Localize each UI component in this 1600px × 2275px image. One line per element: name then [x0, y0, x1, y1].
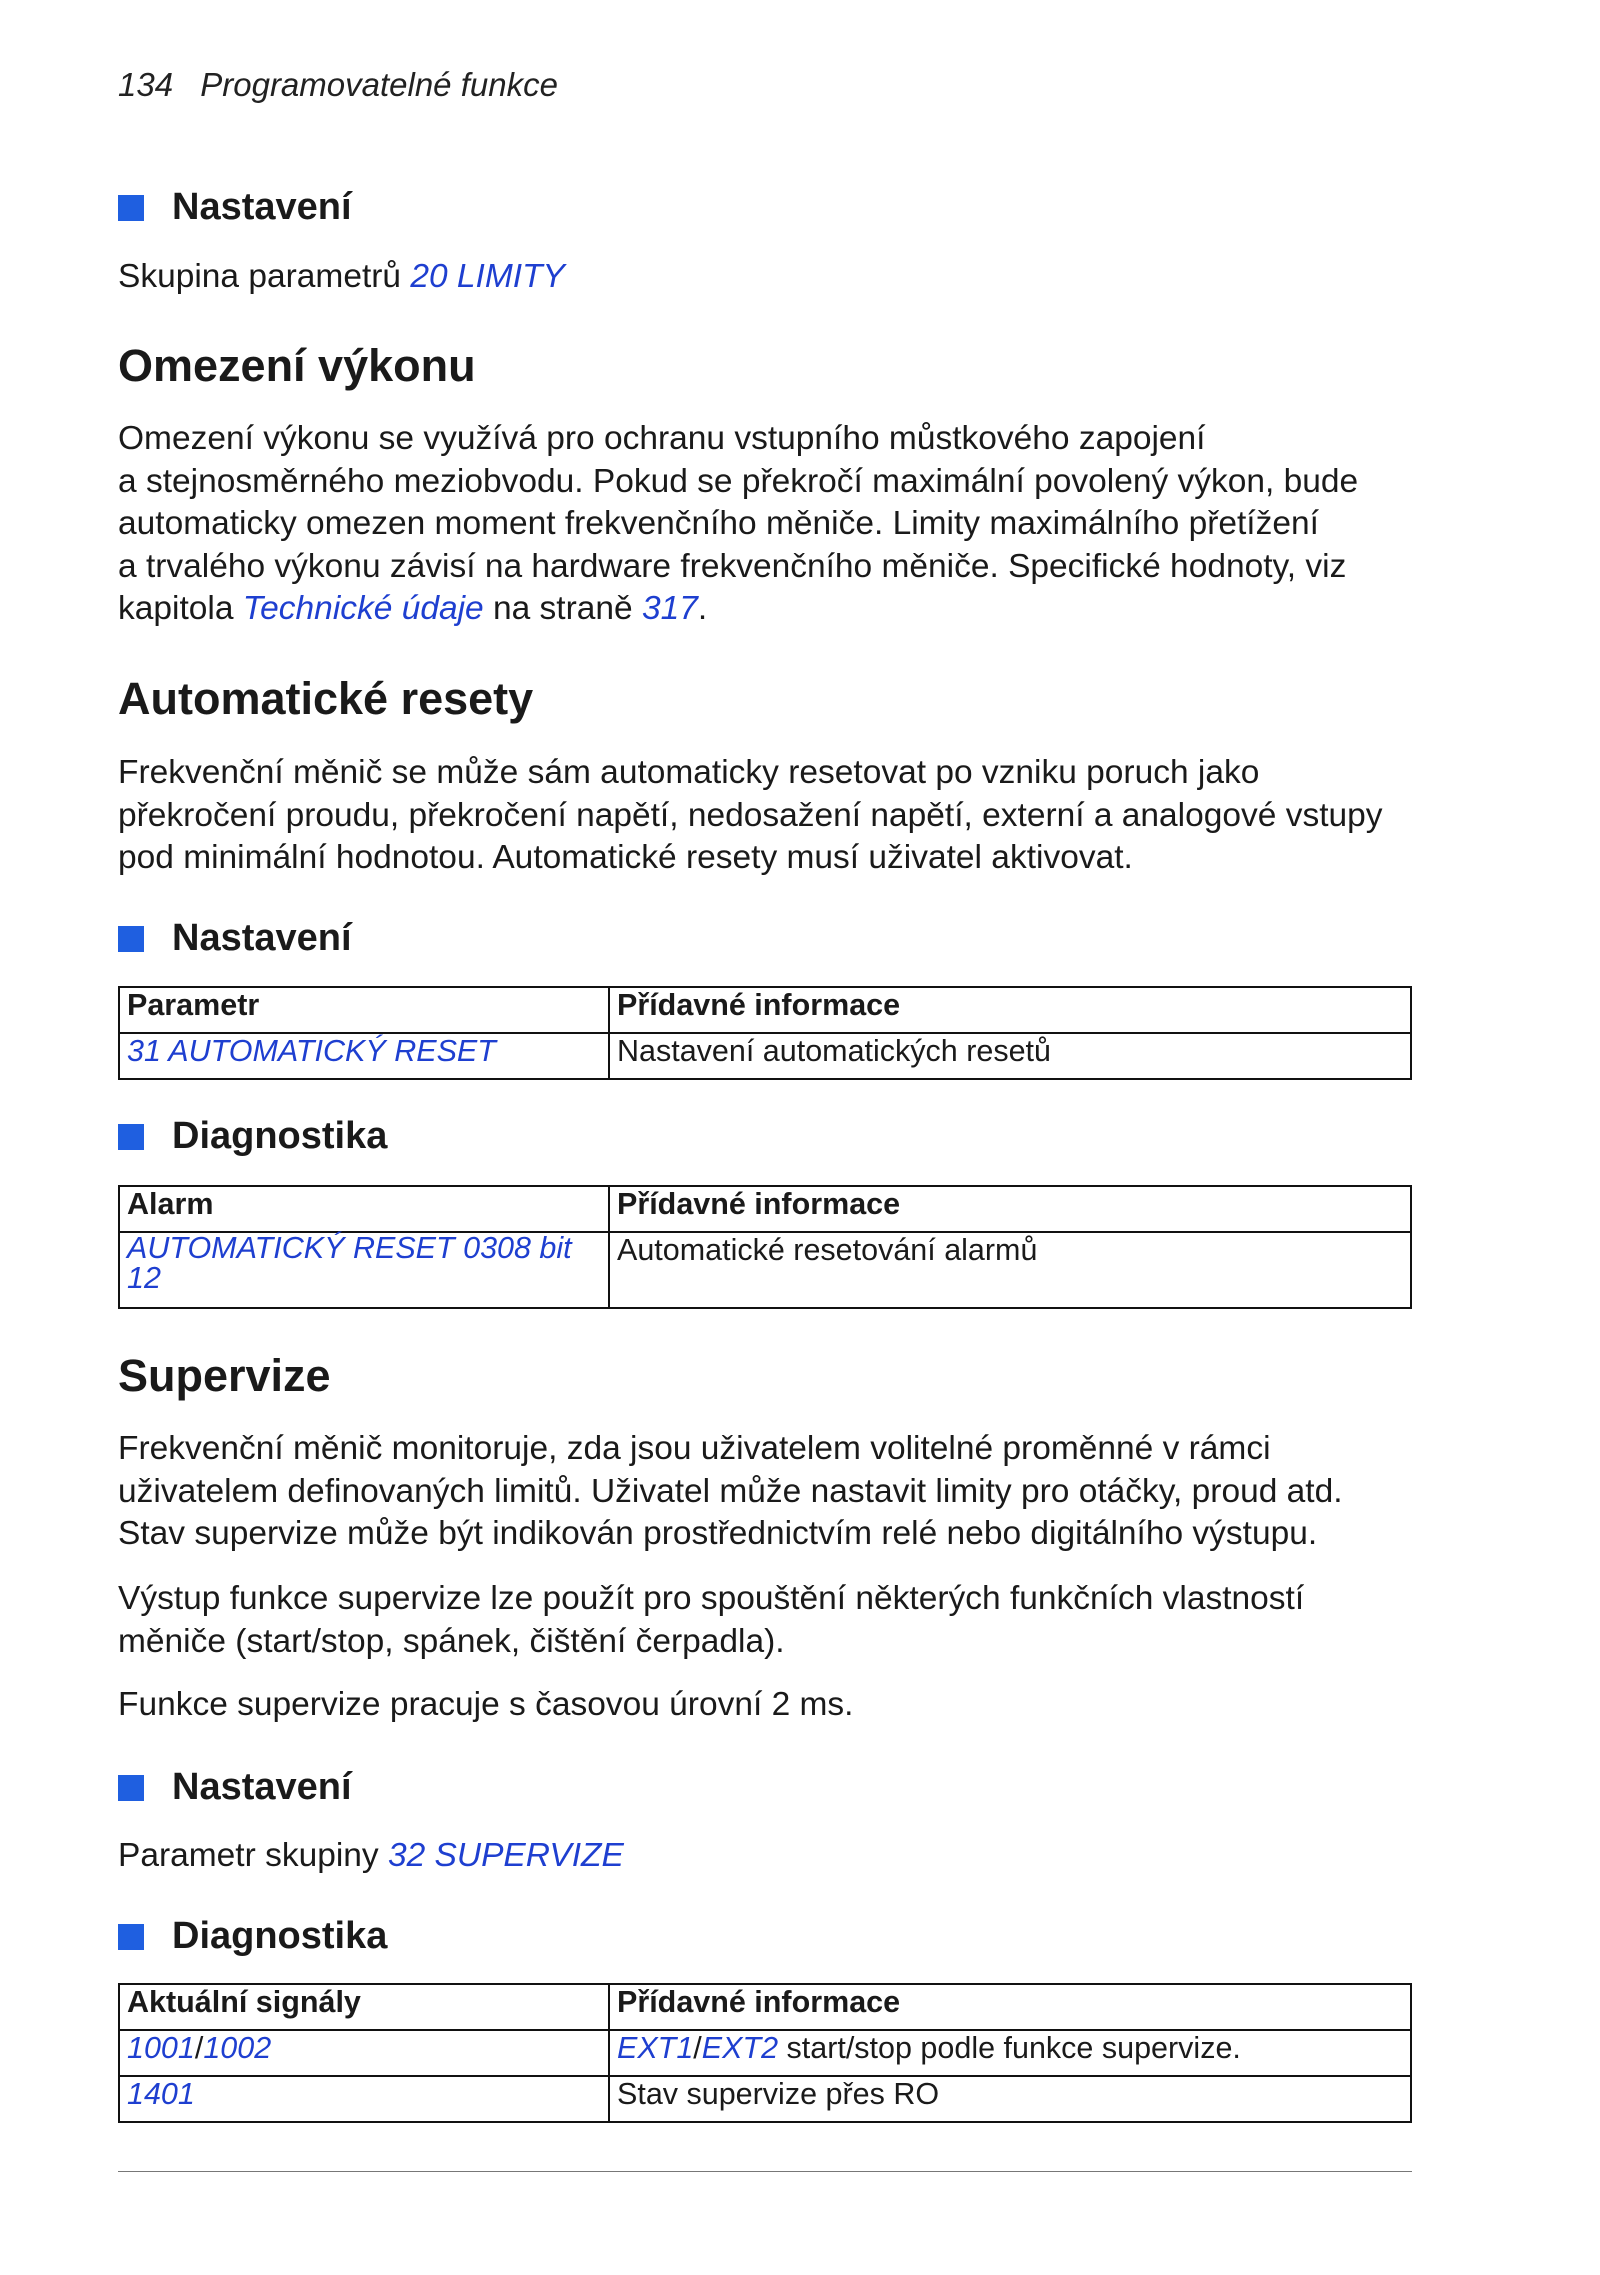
paragraph-line: pod minimální hodnotou. Automatické resety musí uživatel aktivovat.: [118, 839, 1133, 876]
auto-reset-parameter-table: [118, 986, 1412, 1080]
link-technical-data[interactable]: Technické údaje: [242, 590, 484, 627]
supervision-paragraph-2: [118, 1578, 1304, 1663]
paragraph-line: automaticky omezen moment frekvenčního měniče. Limity maximálního přetížení: [118, 505, 1319, 542]
link-31-auto-reset[interactable]: 31 AUTOMATICKÝ RESET: [127, 1034, 496, 1068]
paragraph-line: Frekvenční měnič se může sám automaticky resetovat po vzniku poruch jako: [118, 754, 1260, 791]
table-cell: [609, 2030, 1411, 2076]
setup-supervision-text: [118, 1835, 624, 1878]
table-cell: Stav supervize přes RO: [609, 2076, 1411, 2122]
table-header-cell: Alarm: [119, 1186, 609, 1232]
page-number: 134: [118, 66, 174, 103]
paragraph-line: a stejnosměrného meziobvodu. Pokud se překročí maximální povolený výkon, bude: [118, 462, 1359, 500]
supervision-signal-table: [118, 1983, 1412, 2123]
table-header-row: [119, 1186, 1411, 1232]
auto-reset-alarm-table: [118, 1185, 1412, 1309]
paragraph-line: Stav supervize může být indikován prostřednictvím relé nebo digitálního výstupu.: [118, 1515, 1318, 1552]
link-page-317[interactable]: 317: [641, 590, 698, 627]
setup-limits-text: [118, 256, 565, 299]
table-cell: [119, 1033, 609, 1079]
paragraph-line: uživatelem definovaných limitů. Uživatel může nastavit limity pro otáčky, proud atd.: [118, 1472, 1343, 1510]
table-header-row: [119, 1984, 1411, 2030]
link-20-limity[interactable]: 20 LIMITY: [410, 258, 565, 295]
subheading-setup-limits: [118, 186, 352, 229]
table-header-cell: Aktuální signály: [119, 1984, 609, 2030]
link-32-supervize[interactable]: 32 SUPERVIZE: [387, 1837, 624, 1874]
subheading-setup-auto-reset: [118, 917, 352, 960]
table-cell: [119, 2030, 609, 2076]
table-header-row: [119, 987, 1411, 1033]
text: start/stop podle funkce supervize.: [778, 2031, 1241, 2065]
power-limit-paragraph: [118, 418, 1358, 631]
paragraph-line: a trvalého výkonu závisí na hardware frekvenčního měniče. Specifické hodnoty, viz: [118, 547, 1347, 585]
link-auto-reset-alarm-bit[interactable]: 12: [127, 1261, 161, 1295]
separator: /: [194, 2031, 204, 2065]
link-signal-1001[interactable]: 1001: [127, 2031, 195, 2065]
table-header-cell: Přídavné informace: [609, 1984, 1411, 2030]
chapter-title: Programovatelné funkce: [200, 66, 558, 103]
table-row: [119, 2030, 1411, 2076]
subheading-text: Diagnostika: [172, 1915, 388, 1957]
table-row: [119, 2076, 1411, 2122]
table-row: [119, 1033, 1411, 1079]
link-ext1[interactable]: EXT1: [617, 2031, 694, 2065]
paragraph-line: Výstup funkce supervize lze použít pro spouštění některých funkčních vlastností: [118, 1580, 1305, 1617]
paragraph-line: [118, 588, 1358, 631]
link-signal-1002[interactable]: 1002: [203, 2031, 272, 2065]
blue-square-bullet-icon: [118, 1775, 144, 1801]
subheading-text: Nastavení: [172, 917, 352, 959]
blue-square-bullet-icon: [118, 1124, 144, 1150]
separator: /: [693, 2031, 702, 2065]
supervision-paragraph-3: Funkce supervize pracuje s časovou úrovní 2 ms.: [118, 1686, 854, 1723]
table-header-cell: Parametr: [119, 987, 609, 1033]
text-prefix: Skupina parametrů: [118, 258, 411, 295]
table-cell[interactable]: [119, 1232, 609, 1308]
table-cell: Automatické resetování alarmů: [609, 1232, 1411, 1308]
heading-supervision: Supervize: [118, 1350, 331, 1401]
heading-power-limit: Omezení výkonu: [118, 340, 476, 391]
auto-reset-paragraph: [118, 752, 1383, 880]
link-ext2[interactable]: EXT2: [701, 2031, 779, 2065]
subheading-diagnostics-supervision: [118, 1915, 387, 1958]
paragraph-line: Frekvenční měnič monitoruje, zda jsou uživatelem volitelné proměnné v rámci: [118, 1430, 1271, 1467]
text: .: [697, 590, 708, 627]
subheading-text: Diagnostika: [172, 1115, 388, 1157]
subheading-setup-supervision: [118, 1766, 352, 1809]
table-cell: [119, 2076, 609, 2122]
subheading-text: Nastavení: [172, 186, 352, 228]
link-signal-1401[interactable]: 1401: [127, 2077, 195, 2111]
heading-auto-reset: Automatické resety: [118, 673, 534, 724]
text: na straně: [483, 590, 642, 627]
link-auto-reset-alarm[interactable]: AUTOMATICKÝ RESET 0308 bit: [127, 1231, 572, 1265]
footer-divider: [118, 2171, 1412, 2172]
subheading-text: Nastavení: [172, 1766, 352, 1808]
blue-square-bullet-icon: [118, 1924, 144, 1950]
text: kapitola: [118, 590, 243, 627]
paragraph-line: Omezení výkonu se využívá pro ochranu vstupního můstkového zapojení: [118, 420, 1206, 457]
table-cell: Nastavení automatických resetů: [609, 1033, 1411, 1079]
table-row: [119, 1232, 1411, 1308]
supervision-paragraph-1: [118, 1428, 1343, 1556]
blue-square-bullet-icon: [118, 195, 144, 221]
paragraph-line: měniče (start/stop, spánek, čištění čerpadla).: [118, 1622, 785, 1660]
blue-square-bullet-icon: [118, 926, 144, 952]
table-header-cell: Přídavné informace: [609, 1186, 1411, 1232]
subheading-diagnostics-auto-reset: [118, 1115, 387, 1158]
text-prefix: Parametr skupiny: [118, 1837, 388, 1874]
page-header: [118, 66, 558, 104]
table-header-cell: Přídavné informace: [609, 987, 1411, 1033]
paragraph-line: překročení proudu, překročení napětí, nedosažení napětí, externí a analogové vstupy: [118, 796, 1383, 834]
